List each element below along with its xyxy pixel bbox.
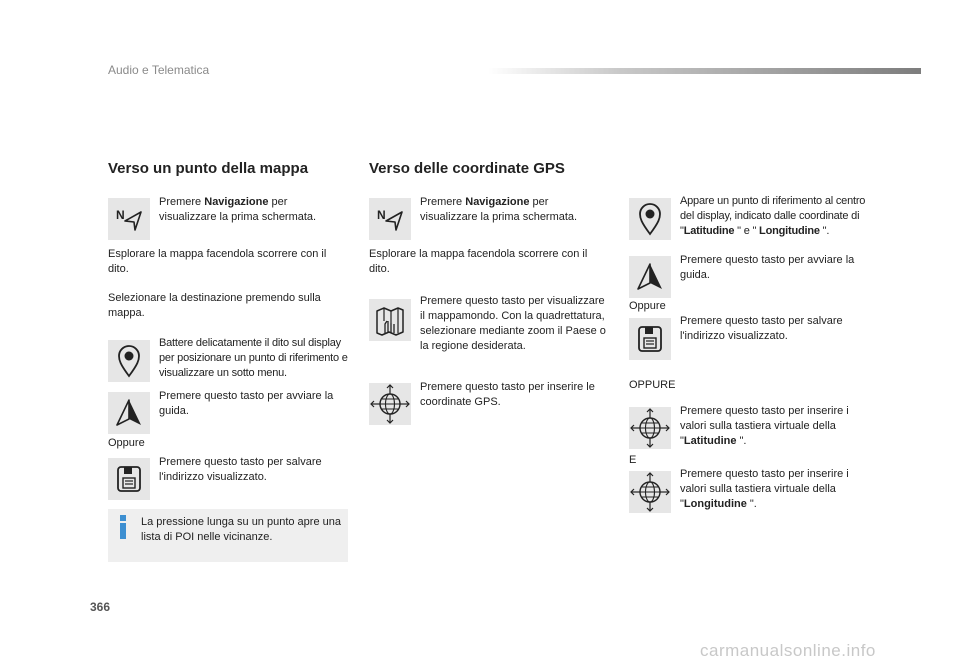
- left-explore-text: Esplorare la mappa facendola scorrere con il dito.: [108, 248, 327, 275]
- watermark: carmanualsonline.info: [700, 641, 876, 660]
- world-map-icon: [369, 299, 411, 341]
- save-icon: [629, 318, 671, 360]
- navigation-icon: [369, 198, 411, 240]
- middle-coords-text: Premere questo tasto per inserire le coordinate GPS.: [420, 381, 595, 408]
- latitude-globe-icon: [629, 407, 671, 449]
- right-guide-text: Premere questo tasto per avviare la guida.: [680, 254, 855, 281]
- right-point-text: Appare un punto di riferimento al centro del display, indicato dalle coordinate di "Latitudine " e " Longitudine ".: [680, 195, 866, 237]
- left-select-text: Selezionare la destinazione premendo sulla mappa.: [108, 292, 321, 319]
- start-guidance-icon: [629, 256, 671, 298]
- left-oppure-text: Oppure: [108, 437, 145, 449]
- left-guide-icon-box: [108, 392, 150, 434]
- save-icon: [108, 458, 150, 500]
- middle-coords-icon-box: [369, 383, 411, 425]
- left-pin-icon-box: [108, 340, 150, 382]
- right-guide-icon-box: [629, 256, 671, 298]
- middle-explore-text: Esplorare la mappa facendola scorrere con il dito.: [369, 248, 588, 275]
- right-pin-icon-box: [629, 198, 671, 240]
- left-guide-text: Premere questo tasto per avviare la guida.: [159, 390, 334, 417]
- location-pin-icon: [108, 340, 150, 382]
- middle-map-icon-box: [369, 299, 411, 341]
- right-longitude-icon-box: [629, 471, 671, 513]
- right-save-text: Premere questo tasto per salvare l'indirizzo visualizzato.: [680, 315, 843, 342]
- right-longitude-text: Premere questo tasto per inserire i valori sulla tastiera virtuale della "Longitudine ".: [680, 468, 849, 510]
- left-tap-text: Battere delicatamente il dito sul display per posizionare un punto di riferimento e visualizzare un sotto menu.: [159, 337, 348, 379]
- right-oppure-caps-text: OPPURE: [629, 379, 676, 391]
- right-e-text: E: [629, 454, 637, 466]
- start-guidance-icon: [108, 392, 150, 434]
- header-bar: [488, 68, 921, 74]
- middle-section-title: Verso delle coordinate GPS: [369, 160, 565, 177]
- note-text: La pressione lunga su un punto apre una lista di POI nelle vicinanze.: [141, 516, 341, 543]
- middle-globe-text: Premere questo tasto per visualizzare il mappamondo. Con la quadrettatura, selezionare mediante zoom il Paese o la regione desiderata.: [420, 295, 606, 352]
- left-nav-icon-box: [108, 198, 150, 240]
- right-oppure-text: Oppure: [629, 300, 666, 312]
- left-save-text: Premere questo tasto per salvare l'indirizzo visualizzato.: [159, 456, 322, 483]
- header-title: Audio e Telematica: [108, 63, 210, 77]
- right-save-icon-box: [629, 318, 671, 360]
- right-latitude-icon-box: [629, 407, 671, 449]
- right-latitude-text: Premere questo tasto per inserire i valori sulla tastiera virtuale della "Latitudine ".: [680, 405, 849, 447]
- left-section-title: Verso un punto della mappa: [108, 160, 309, 177]
- longitude-globe-icon: [629, 471, 671, 513]
- middle-nav-text: Premere Navigazione per visualizzare la prima schermata.: [420, 196, 578, 223]
- left-nav-text: Premere Navigazione per visualizzare la prima schermata.: [159, 196, 317, 223]
- location-pin-icon: [629, 198, 671, 240]
- gps-coordinates-icon: [369, 383, 411, 425]
- info-icon: [116, 514, 130, 540]
- page-number: 366: [90, 600, 111, 614]
- left-save-icon-box: [108, 458, 150, 500]
- middle-nav-icon-box: [369, 198, 411, 240]
- navigation-icon: [108, 198, 150, 240]
